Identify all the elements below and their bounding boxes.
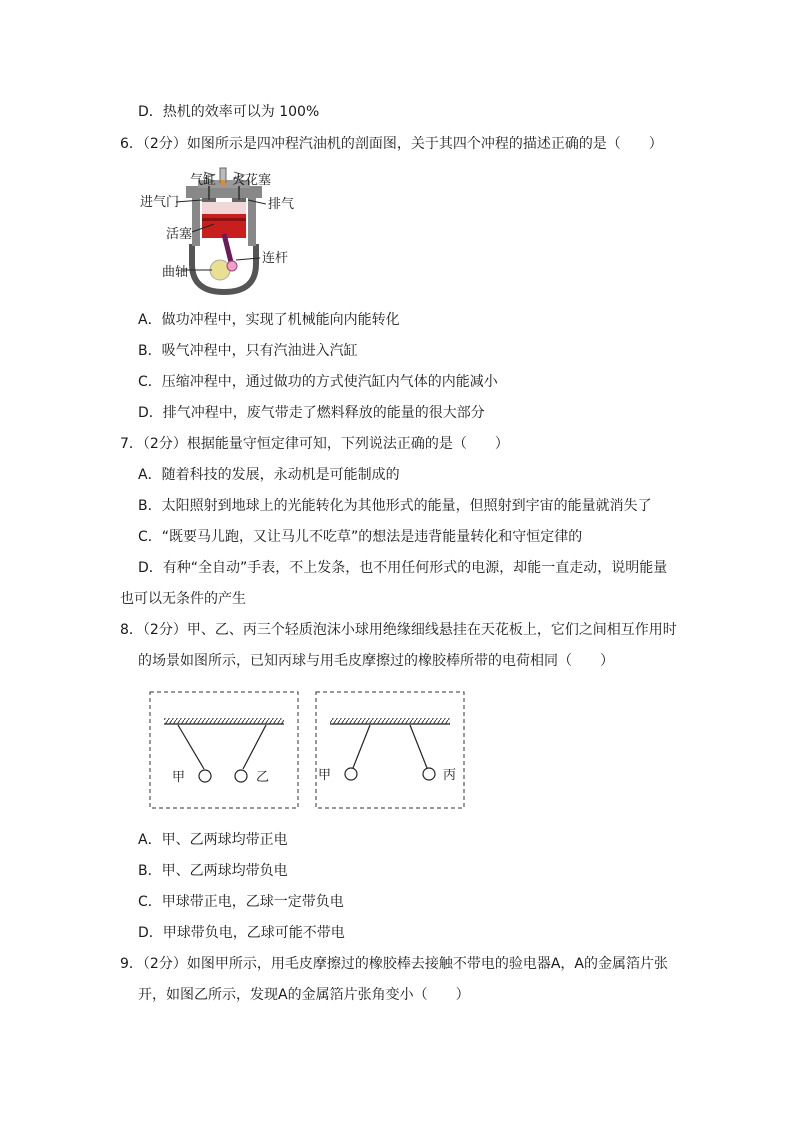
q8-option-a: A．甲、乙两球均带正电 (138, 832, 288, 848)
q7-option-a: A．随着科技的发展，永动机是可能制成的 (138, 467, 400, 483)
q9-stem-line-1: 9．（2分）如图甲所示，用毛皮摩擦过的橡胶棒去接触不带电的验电器A，A的金属箔片张 (120, 956, 668, 972)
q8-stem-line-1: 8．（2分）甲、乙、丙三个轻质泡沫小球用绝缘细线悬挂在天花板上，它们之间相互作用时 (120, 622, 677, 638)
ball-jia-right (345, 768, 357, 780)
label-yi: 乙 (256, 770, 270, 785)
q6-option-d: D．排气冲程中，废气带走了燃料释放的能量的很大部分 (138, 405, 485, 421)
ball-jia-left (199, 770, 211, 782)
label-crankshaft: 曲轴 (162, 265, 189, 280)
q8-option-d: D．甲球带负电，乙球可能不带电 (138, 925, 345, 941)
q7-stem: 7．（2分）根据能量守恒定律可知，下列说法正确的是（ ） (120, 436, 509, 452)
q6-option-a: A．做功冲程中，实现了机械能向内能转化 (138, 312, 400, 328)
label-exhaust: 排气 (268, 197, 295, 212)
q9-stem-line-2: 开，如图乙所示，发现A的金属箔片张角变小（ ） (138, 987, 470, 1003)
label-jia-left: 甲 (172, 770, 186, 785)
label-bing: 丙 (443, 768, 457, 783)
q6-option-b: B．吸气冲程中，只有汽油进入汽缸 (138, 343, 358, 359)
q7-option-b: B．太阳照射到地球上的光能转化为其他形式的能量，但照射到宇宙的能量就消失了 (138, 498, 652, 514)
label-cylinder: 气缸 (190, 173, 217, 188)
charged-balls-figure (148, 690, 466, 812)
label-spark-plug: 火花塞 (232, 173, 272, 188)
q6-option-c: C．压缩冲程中，通过做功的方式使汽缸内气体的内能减小 (138, 374, 498, 390)
ball-yi (235, 770, 247, 782)
label-intake-valve: 进气门 (140, 195, 180, 210)
q8-stem-line-2: 的场景如图所示，已知丙球与用毛皮摩擦过的橡胶棒所带的电荷相同（ ） (138, 653, 614, 669)
label-connecting-rod: 连杆 (262, 251, 289, 266)
q6-stem: 6．（2分）如图所示是四冲程汽油机的剖面图，关于其四个冲程的描述正确的是（ ） (120, 136, 663, 152)
q8-option-b: B．甲、乙两球均带负电 (138, 863, 288, 879)
label-piston: 活塞 (166, 227, 193, 242)
q7-option-d-continued: 也可以无条件的产生 (120, 591, 246, 607)
q7-option-d: D．有种“全自动”手表，不上发条，也不用任何形式的电源，却能一直走动，说明能量 (138, 560, 668, 576)
q5-option-d: D．热机的效率可以为 100% (138, 104, 320, 120)
left-panel (150, 692, 298, 808)
engine-cross-section-figure (140, 166, 310, 298)
q8-option-c: C．甲球带正电，乙球一定带负电 (138, 894, 344, 910)
right-panel (316, 692, 464, 808)
ball-bing (423, 768, 435, 780)
label-jia-right: 甲 (318, 768, 332, 783)
q7-option-c: C．“既要马儿跑，又让马儿不吃草”的想法是违背能量转化和守恒定律的 (138, 529, 583, 545)
